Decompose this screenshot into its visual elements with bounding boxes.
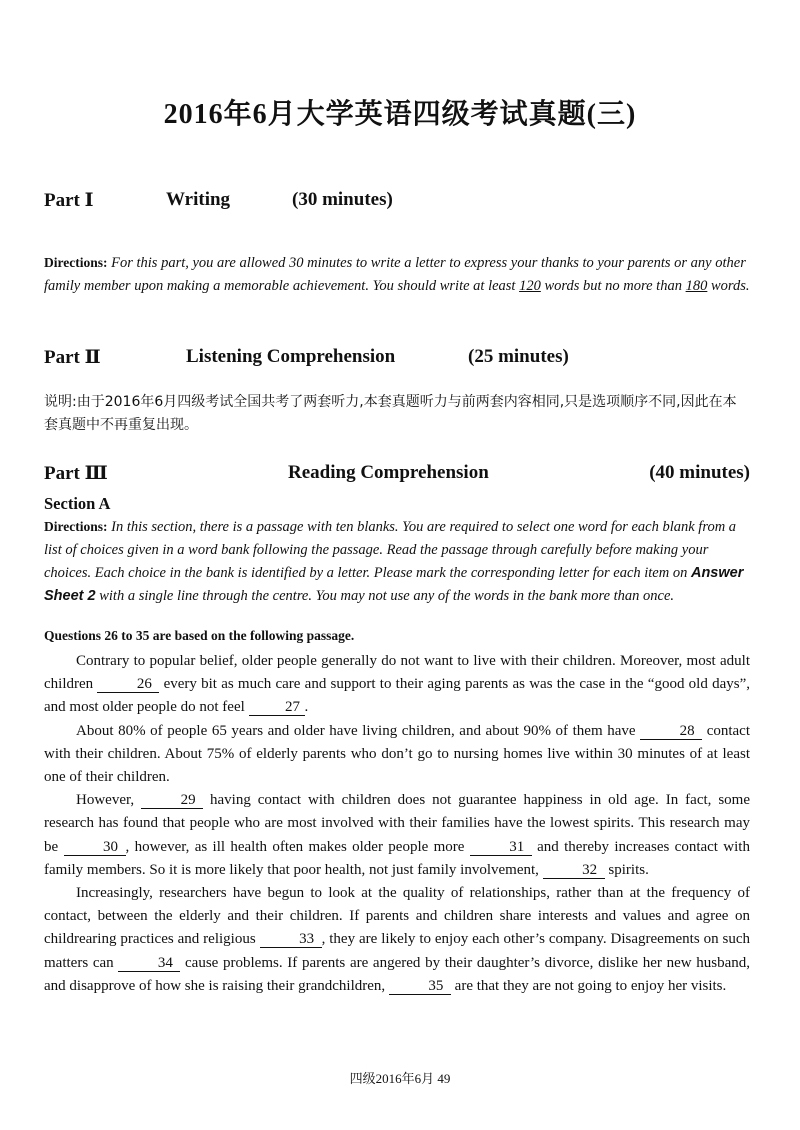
- part3-label: Part Ⅲ: [44, 463, 108, 484]
- passage-paragraph: [44, 882, 750, 998]
- passage-paragraph: [44, 650, 750, 720]
- passage-text: Increasingly, researchers have begun to look at the quality of relationships, rather than at the frequency of contact, between the elderly and their children. If parents and children share interests and values and agree on childrearing practices and religious: [44, 885, 750, 948]
- part2-name: Listening Comprehension: [186, 346, 396, 367]
- blank-32[interactable]: 32: [543, 862, 605, 879]
- passage-text: every bit as much care and support to their aging parents as was the case in the “good old days”, and most older people do not feel: [44, 676, 750, 716]
- questions-intro: Questions 26 to 35 are based on the following passage.: [44, 628, 355, 643]
- directions-text: In this section, there is a passage with ten blanks. You are required to select one word for each blank from a list of choices given in a word bank following the passage. Read the passage through carefully before making your choices. Each choice in the bank is identified by a letter. Please mark the corresponding letter for each item on: [44, 519, 737, 581]
- part1-time: (30 minutes): [292, 189, 393, 210]
- blank-31[interactable]: 31: [470, 839, 532, 856]
- page-title: 2016年6月大学英语四级考试真题(三): [163, 99, 637, 130]
- directions-label: Directions:: [44, 519, 108, 534]
- max-words: 180: [685, 278, 708, 294]
- directions-text-mid: words but no more than: [540, 278, 686, 294]
- passage-paragraph: [44, 789, 750, 882]
- passage: [44, 650, 750, 998]
- passage-text: are that they are not going to enjoy her visits.: [450, 977, 727, 994]
- passage-text: Contrary to popular belief, older people generally do not want to live with their children. Moreover, most adult children: [44, 653, 750, 693]
- passage-text: spirits.: [604, 861, 649, 878]
- passage-text: .: [304, 699, 309, 716]
- directions-text: For this part, you are allowed 30 minutes to write a letter to express your thanks to your parents or any other family member upon making a memorable achievement. You should write at least: [44, 255, 746, 294]
- passage-paragraph: [44, 720, 750, 790]
- passage-text: contact with their children. About 75% of elderly parents who don’t go to nursing homes live within 30 minutes of at least one of their children.: [44, 722, 751, 786]
- directions-label: Directions:: [44, 255, 108, 270]
- passage-text: About 80% of people 65 years and older have living children, and about 90% of them have: [76, 722, 641, 739]
- passage-text: , they are likely to enjoy each other’s company. Disagreements on such matters can: [44, 931, 750, 971]
- passage-text: having contact with children does not guarantee happiness in old age. In fact, some research has found that people who are most involved with their families have the lowest spirits. This research may be: [44, 792, 750, 855]
- part1-name: Writing: [166, 189, 231, 210]
- part3-directions: [44, 515, 750, 608]
- directions-text-end: with a single line through the centre. You may not use any of the words in the bank more than once.: [95, 588, 675, 604]
- part1-heading: [44, 189, 750, 215]
- blank-29[interactable]: 29: [141, 792, 203, 809]
- part2-heading: [44, 346, 750, 372]
- section-heading: Section A: [44, 494, 111, 513]
- passage-text: , however, as ill health often makes older people more: [125, 838, 470, 855]
- part3-time: (40 minutes): [649, 462, 750, 483]
- blank-28[interactable]: 28: [640, 723, 702, 740]
- passage-text: cause problems. If parents are angered by their daughter’s divorce, dislike her new husband, and disapprove of how she is raising their grandchildren,: [44, 954, 750, 994]
- directions-text-end: words.: [707, 278, 750, 294]
- part1-label: Part Ⅰ: [44, 190, 94, 211]
- blank-35[interactable]: 35: [389, 978, 451, 995]
- blank-26[interactable]: 26: [97, 676, 159, 693]
- passage-text: However,: [76, 792, 142, 809]
- part2-time: (25 minutes): [468, 346, 569, 367]
- part3-heading: [44, 462, 750, 488]
- answer-sheet-label: Answer Sheet 2: [44, 565, 744, 604]
- passage-text: and thereby increases contact with family members. So it is more likely that poor health, not just family involvement,: [44, 838, 750, 878]
- part1-directions: [44, 251, 750, 298]
- blank-30[interactable]: 30: [64, 839, 126, 856]
- blank-33[interactable]: 33: [260, 931, 322, 948]
- blank-27[interactable]: 27: [249, 699, 305, 716]
- blank-34[interactable]: 34: [118, 955, 180, 972]
- page-footer: 四级2016年6月 49: [349, 1071, 451, 1086]
- part3-name: Reading Comprehension: [288, 462, 489, 483]
- min-words: 120: [519, 278, 541, 294]
- part2-label: Part Ⅱ: [44, 347, 101, 368]
- listening-note: 说明:由于2016年6月四级考试全国共考了两套听力,本套真题听力与前两套内容相同,只是选项顺序不同,因此在本套真题中不再重复出现。: [44, 394, 737, 433]
